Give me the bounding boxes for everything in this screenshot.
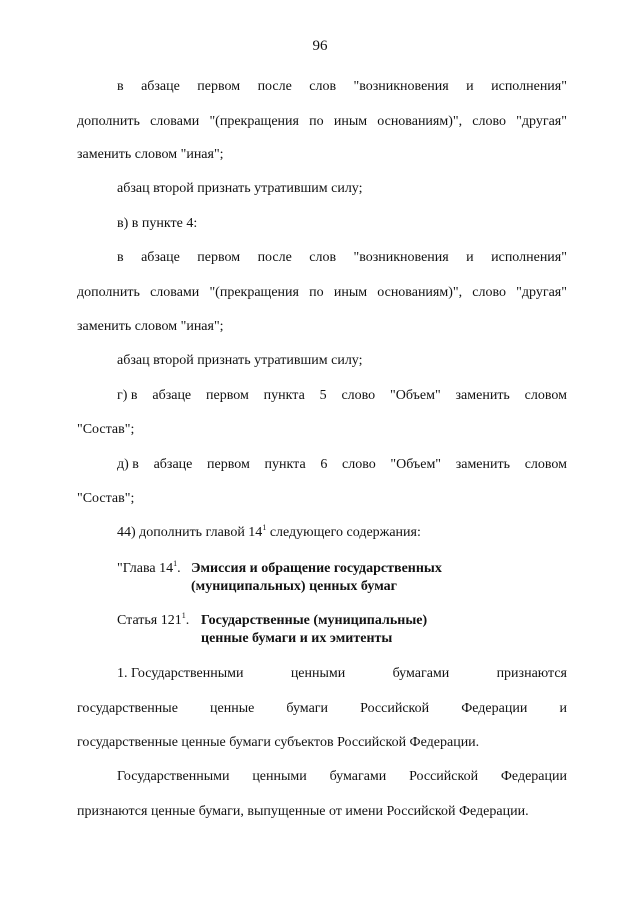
word: иным bbox=[333, 114, 368, 129]
word: "(прекращения bbox=[209, 114, 299, 129]
word: пункта bbox=[263, 388, 305, 403]
article-title-line-1: Государственные (муниципальные) bbox=[201, 613, 428, 628]
text-line: "Состав"; bbox=[77, 422, 135, 437]
text-line: признаются ценные бумаги, выпущенные от имени Российской Федерации. bbox=[77, 804, 529, 819]
word: Российской bbox=[409, 769, 479, 784]
word: и bbox=[466, 79, 474, 94]
word: и bbox=[559, 701, 567, 716]
chapter-title-line-1: Эмиссия и обращение государственных bbox=[191, 561, 442, 576]
superscript: 1 bbox=[181, 611, 186, 620]
text-line: в) в пункте 4: bbox=[117, 216, 198, 231]
word: исполнения" bbox=[491, 250, 567, 265]
word: дополнить bbox=[77, 114, 140, 129]
word: "другая" bbox=[516, 285, 567, 300]
superscript: 1 bbox=[173, 559, 178, 568]
word: слово bbox=[472, 114, 506, 129]
text-line bbox=[117, 456, 567, 474]
text-line bbox=[77, 113, 567, 131]
text-line bbox=[117, 249, 567, 267]
text-line: государственные ценные бумаги субъектов Российской Федерации. bbox=[77, 735, 480, 750]
word: абзаце bbox=[153, 457, 193, 472]
word: словом bbox=[524, 388, 567, 403]
word: признаются bbox=[496, 666, 567, 681]
word: государственные bbox=[77, 701, 178, 716]
word: Российской bbox=[360, 701, 430, 716]
word: иным bbox=[333, 285, 368, 300]
text-line: абзац второй признать утратившим силу; bbox=[117, 353, 363, 368]
word: "другая" bbox=[516, 114, 567, 129]
text-span: . bbox=[177, 561, 181, 576]
word: бумагами bbox=[392, 666, 450, 681]
word: в bbox=[117, 79, 124, 94]
superscript: 1 bbox=[262, 523, 267, 532]
word: абзаце bbox=[152, 388, 192, 403]
article-title-line-2: ценные бумаги и их эмитенты bbox=[201, 631, 393, 646]
word: 1. Государственными bbox=[117, 666, 244, 681]
text-line: абзац второй признать утратившим силу; bbox=[117, 181, 363, 196]
text-line: "Состав"; bbox=[77, 491, 135, 506]
text-span: Статья 121 bbox=[117, 613, 182, 628]
text-line bbox=[117, 524, 567, 542]
text-line: заменить словом "иная"; bbox=[77, 147, 224, 162]
word: слов bbox=[309, 250, 337, 265]
word: заменить bbox=[455, 388, 510, 403]
chapter-title-line-2: (муниципальных) ценных бумаг bbox=[191, 579, 397, 594]
text-span: "Глава 14 bbox=[117, 561, 174, 576]
word: после bbox=[257, 250, 292, 265]
word: "Объем" bbox=[390, 388, 441, 403]
word: абзаце bbox=[141, 79, 180, 94]
text-line: заменить словом "иная"; bbox=[77, 319, 224, 334]
word: д) в bbox=[117, 457, 139, 472]
word: словами bbox=[150, 285, 200, 300]
text-span: следующего содержания: bbox=[266, 525, 421, 540]
word: слово bbox=[342, 457, 376, 472]
word: слов bbox=[309, 79, 337, 94]
word: словом bbox=[524, 457, 567, 472]
word: дополнить bbox=[77, 285, 140, 300]
word: первом bbox=[197, 79, 241, 94]
text-line bbox=[117, 665, 567, 683]
chapter-label bbox=[117, 560, 181, 578]
word: г) в bbox=[117, 388, 138, 403]
word: "(прекращения bbox=[209, 285, 299, 300]
word: и bbox=[466, 250, 474, 265]
text-line bbox=[117, 78, 567, 96]
text-line bbox=[77, 284, 567, 302]
word: первом bbox=[206, 388, 249, 403]
word: заменить bbox=[455, 457, 511, 472]
page-number: 96 bbox=[312, 38, 328, 54]
word: словами bbox=[150, 114, 200, 129]
word: бумагами bbox=[329, 769, 387, 784]
word: "возникновения bbox=[353, 79, 449, 94]
word: слово bbox=[472, 285, 506, 300]
text-line bbox=[117, 768, 567, 786]
word: по bbox=[309, 114, 324, 129]
word: "возникновения bbox=[353, 250, 449, 265]
word: 5 bbox=[319, 388, 327, 403]
article-label bbox=[117, 612, 189, 630]
word: исполнения" bbox=[491, 79, 567, 94]
text-span: . bbox=[185, 613, 190, 628]
word: после bbox=[257, 79, 292, 94]
word: ценными bbox=[252, 769, 307, 784]
word: абзаце bbox=[141, 250, 180, 265]
word: Федерации bbox=[500, 769, 567, 784]
word: по bbox=[309, 285, 324, 300]
word: ценными bbox=[290, 666, 346, 681]
text-line bbox=[77, 700, 567, 718]
word: первом bbox=[207, 457, 250, 472]
word: основаниям)", bbox=[377, 114, 463, 129]
word: Государственными bbox=[117, 769, 230, 784]
word: "Объем" bbox=[390, 457, 442, 472]
word: в bbox=[117, 250, 124, 265]
text-span: 44) дополнить главой 14 bbox=[117, 525, 263, 540]
word: слово bbox=[341, 388, 376, 403]
word: основаниям)", bbox=[377, 285, 463, 300]
text-line bbox=[117, 387, 567, 405]
word: Федерации bbox=[461, 701, 528, 716]
word: пункта bbox=[264, 457, 306, 472]
word: бумаги bbox=[286, 701, 329, 716]
word: первом bbox=[197, 250, 241, 265]
word: 6 bbox=[320, 457, 328, 472]
word: ценные bbox=[210, 701, 255, 716]
